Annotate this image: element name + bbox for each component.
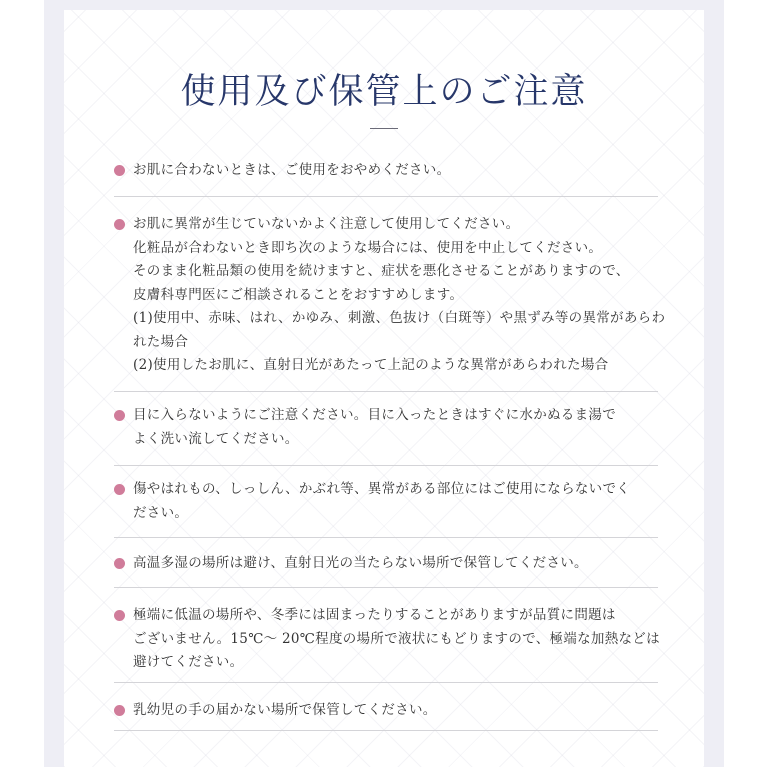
item-line: (2)使用したお肌に、直射日光があたって上記のような異常があらわれた場合	[133, 357, 609, 373]
item-text	[133, 213, 667, 378]
item-line: 乳幼児の手の届かない場所で保管してください。	[133, 702, 437, 718]
item-line: そのまま化粧品類の使用を続けますと、症状を悪化させることがありますので、	[133, 263, 630, 279]
item-text	[133, 159, 667, 183]
item-line: 傷やはれもの、しっしん、かぶれ等、異常がある部位にはご使用にならないでく	[133, 481, 631, 497]
bullet-dot-icon	[114, 484, 125, 495]
bullet-dot-icon	[114, 410, 125, 421]
item-line: お肌に異常が生じていないかよく注意して使用してください。	[133, 216, 520, 232]
item-text	[133, 478, 667, 525]
item-separator	[114, 682, 658, 683]
item-line: よく洗い流してください。	[133, 430, 299, 447]
item-line: ださい。	[133, 504, 189, 521]
item-separator	[114, 391, 658, 392]
item-separator	[114, 196, 658, 197]
bullet-dot-icon	[114, 705, 125, 716]
item-text	[133, 604, 667, 675]
item-line: 化粧品が合わないとき即ち次のような場合には、使用を中止してください。	[133, 239, 603, 256]
bullet-dot-icon	[114, 558, 125, 569]
item-line: ございません。15℃～ 20℃程度の場所で液状にもどりますので、極端な加熱などは	[133, 630, 660, 647]
title-divider	[370, 128, 398, 129]
item-separator	[114, 587, 658, 588]
item-separator	[114, 465, 658, 466]
item-line: 極端に低温の場所や、冬季には固まったりすることがありますが品質に問題は	[133, 607, 616, 623]
bullet-dot-icon	[114, 219, 125, 230]
item-text	[133, 404, 667, 451]
bullet-dot-icon	[114, 165, 125, 176]
caution-panel	[64, 10, 704, 767]
item-text	[133, 699, 667, 723]
item-line: れた場合	[133, 333, 189, 350]
item-line: お肌に合わないときは、ご使用をおやめください。	[133, 162, 451, 178]
item-line: 目に入らないようにご注意ください。目に入ったときはすぐに水かぬるま湯で	[133, 407, 616, 423]
item-text	[133, 552, 667, 576]
bullet-dot-icon	[114, 610, 125, 621]
page-title: 使用及び保管上のご注意	[180, 72, 588, 112]
item-line: 高温多湿の場所は避け、直射日光の当たらない場所で保管してください。	[133, 555, 588, 571]
item-separator	[114, 537, 658, 538]
item-line: (1)使用中、赤味、はれ、かゆみ、刺激、色抜け（白斑等）や黒ずみ等の異常があらわ	[133, 310, 666, 326]
item-separator	[114, 730, 658, 731]
item-line: 皮膚科専門医にご相談されることをおすすめします。	[133, 286, 464, 303]
item-line: 避けてください。	[133, 654, 244, 670]
